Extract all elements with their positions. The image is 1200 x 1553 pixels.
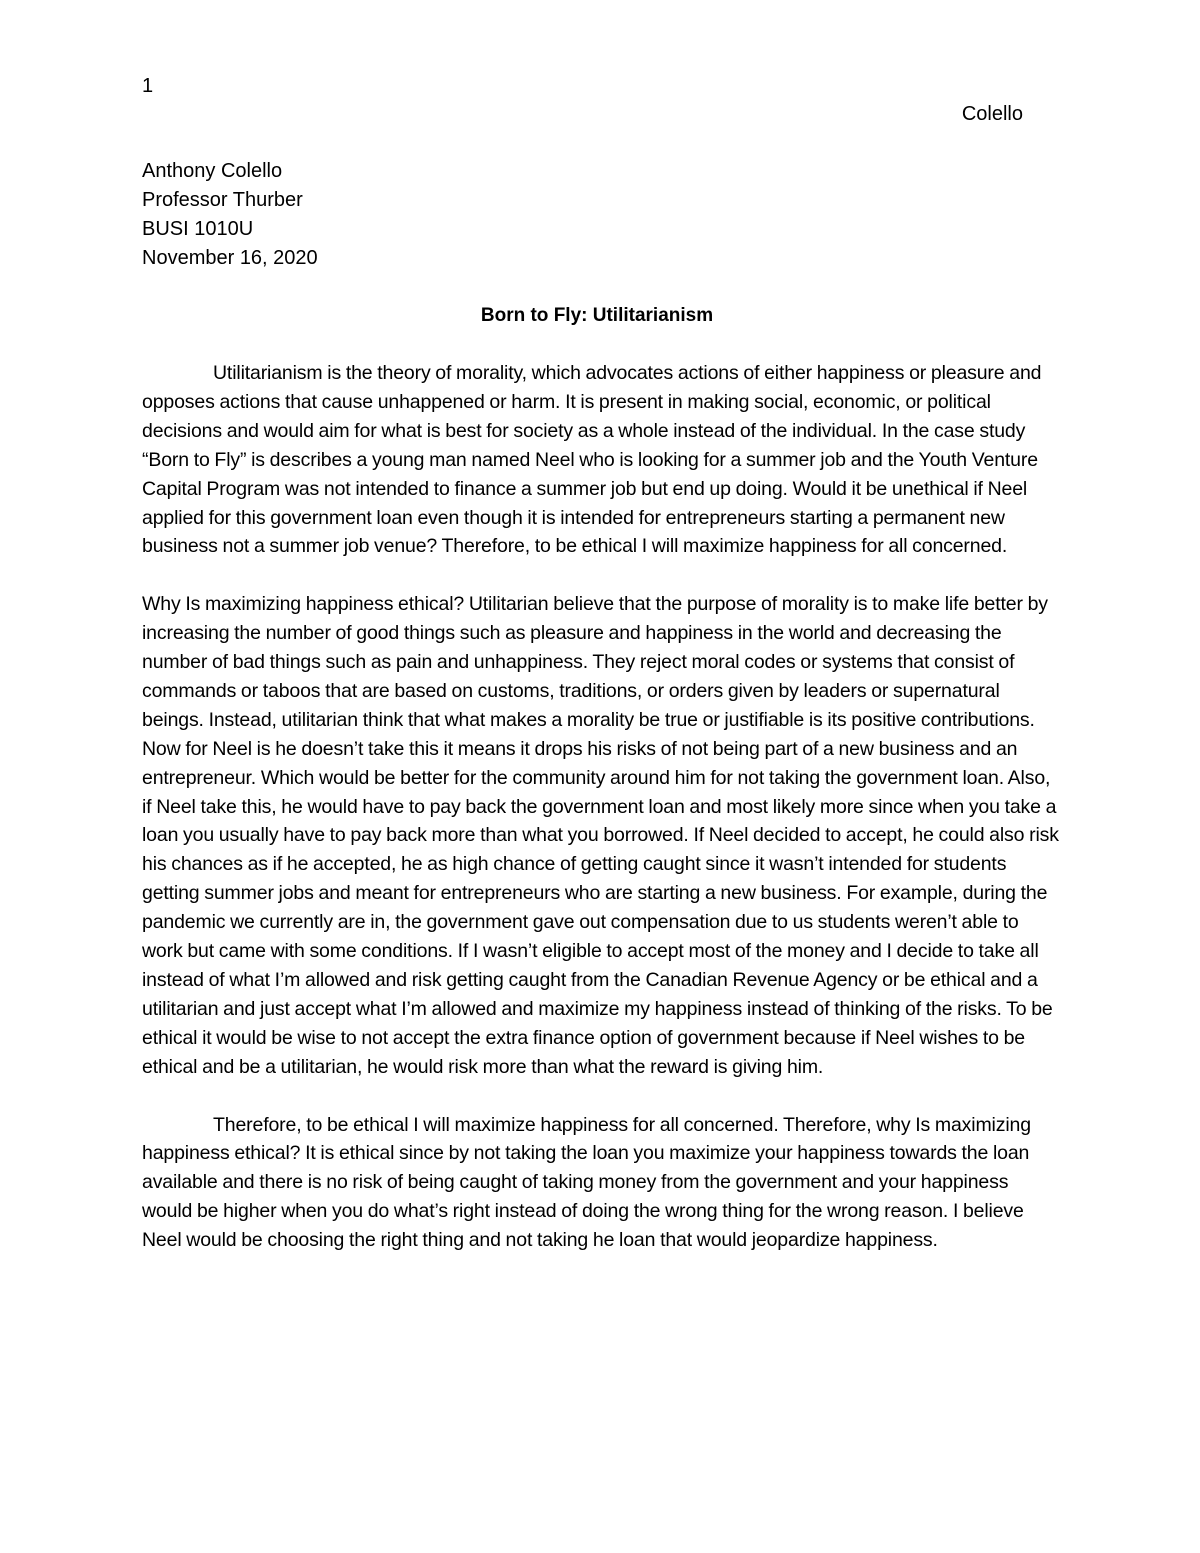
paragraph-conclusion: Therefore, to be ethical I will maximize happiness for all concerned. Therefore, why Is maximizing happiness ethical? It is ethical since by not taking the loan you maximize your happiness towards the loan available and there is no risk of being caught of taking money from the government and your happiness would be higher when you do what’s right instead of doing the wrong thing for the wrong reason. I believe Neel would be choosing the right thing and not taking he loan that would jeopardize happiness. xyxy=(142,1113,1031,1252)
document-date: November 16, 2020 xyxy=(142,247,318,269)
author-name: Anthony Colello xyxy=(142,160,283,182)
running-header: Colello xyxy=(961,103,1023,125)
professor-name: Professor Thurber xyxy=(142,189,303,211)
mla-heading xyxy=(142,157,742,273)
course-code: BUSI 1010U xyxy=(142,218,254,240)
document-body xyxy=(142,359,1062,1284)
document-title: Born to Fly: Utilitarianism xyxy=(480,305,714,326)
page-number: 1 xyxy=(142,75,154,97)
paragraph-introduction: Utilitarianism is the theory of morality, which advocates actions of either happiness or pleasure and opposes actions that cause unhappened or harm. It is present in making social, economic, or political decisions and would aim for what is best for society as a whole instead of the individual. In the case study “Born to Fly” is describes a young man named Neel who is looking for a summer job and the Youth Venture Capital Program was not intended to finance a summer job but end up doing. Would it be unethical if Neel applied for this government loan even though it is intended for entrepreneurs starting a permanent new business not a summer job venue? Therefore, to be ethical I will maximize happiness for all concerned. xyxy=(142,362,1042,558)
paragraph-body: Why Is maximizing happiness ethical? Utilitarian believe that the purpose of morality is to make life better by increasing the number of good things such as pleasure and happiness in the world and decreasing the number of bad things such as pain and unhappiness. They reject moral codes or systems that consist of commands or taboos that are based on customs, traditions, or orders given by leaders or supernatural beings. Instead, utilitarian think that what makes a morality be true or justifiable is its positive contributions. Now for Neel is he doesn’t take this it means it drops his risks of not being part of a new business and an entrepreneur. Which would be better for the community around him for not taking the government loan. Also, if Neel take this, he would have to pay back the government loan and most likely more since when you take a loan you usually have to pay back more than what you borrowed. If Neel decided to accept, he could also risk his chances as if he accepted, he as high chance of getting caught since it wasn’t intended for students getting summer jobs and meant for entrepreneurs who are starting a new business. For example, during the pandemic we currently are in, the government gave out compensation due to us students weren’t able to work but came with some conditions. If I wasn’t eligible to accept most of the money and I decide to take all instead of what I’m allowed and risk getting caught from the Canadian Revenue Agency or be ethical and a utilitarian and just accept what I’m allowed and maximize my happiness instead of thinking of the risks. To be ethical it would be wise to not accept the extra finance option of government because if Neel wishes to be ethical and be a utilitarian, he would risk more than what the reward is giving him. xyxy=(142,593,1059,1078)
